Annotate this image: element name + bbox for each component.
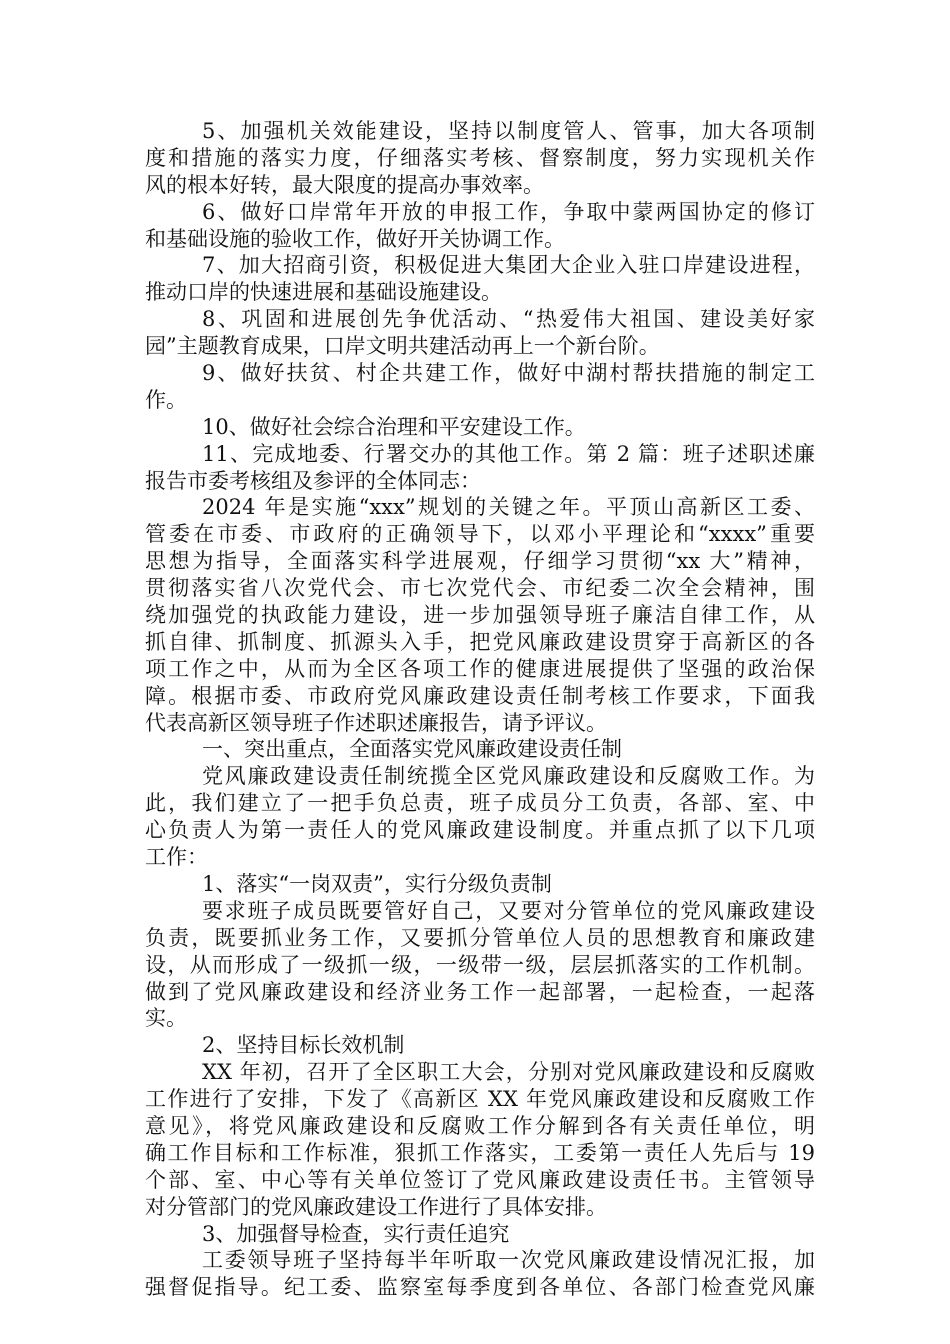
text-line: 9、做好扶贫、村企共建工作，做好中湖村帮扶措施的制定工 — [202, 361, 815, 386]
text-line: 3、加强督导检查，实行责任追究 — [202, 1221, 510, 1246]
text-line: 确工作目标和工作标准，狠抓工作落实，工委第一责任人先后与 19 — [145, 1140, 815, 1165]
text-line: 2024 年是实施“xxx”规划的关键之年。平顶山高新区工委、 — [202, 495, 815, 520]
text-line: 推动口岸的快速进展和基础设施建设。 — [145, 280, 502, 305]
text-line: 负责，既要抓业务工作，又要抓分管单位人员的思想教育和廉政建 — [145, 925, 815, 950]
text-line: 强督促指导。纪工委、监察室每季度到各单位、各部门检查党风廉 — [145, 1275, 815, 1300]
text-line: 1、落实“一岗双责”，实行分级负责制 — [202, 871, 552, 896]
text-line: 5、加强机关效能建设，坚持以制度管人、管事，加大各项制 — [202, 119, 815, 143]
text-line: 报告市委考核组及参评的全体同志： — [145, 468, 481, 493]
text-line: 工作进行了安排，下发了《高新区 XX 年党风廉政建设和反腐败工作 — [145, 1087, 815, 1112]
text-line: 风的根本好转，最大限度的提高办事效率。 — [145, 172, 544, 197]
text-line: 贯彻落实省八次党代会、市七次党代会、市纪委二次全会精神，围 — [145, 576, 815, 601]
text-line: 此，我们建立了一把手负总责，班子成员分工负责，各部、室、中 — [145, 791, 815, 816]
text-line: 思想为指导，全面落实科学进展观，仔细学习贯彻“xx 大”精神， — [145, 549, 815, 574]
text-line: 障。根据市委、市政府党风廉政建设责任制考核工作要求，下面我 — [145, 683, 815, 708]
text-line: 11、完成地委、行署交办的其他工作。第 2 篇：班子述职述廉 — [202, 441, 815, 466]
text-line: XX 年初，召开了全区职工大会，分别对党风廉政建设和反腐败 — [202, 1060, 815, 1085]
text-line: 管委在市委、市政府的正确领导下，以邓小平理论和“xxxx”重要 — [145, 522, 815, 547]
text-line: 一、突出重点，全面落实党风廉政建设责任制 — [202, 737, 622, 762]
text-line: 10、做好社会综合治理和平安建设工作。 — [202, 414, 586, 439]
text-line: 党风廉政建设责任制统揽全区党风廉政建设和反腐败工作。为 — [202, 764, 815, 789]
text-line: 个部、室、中心等有关单位签订了党风廉政建设责任书。主管领导 — [145, 1167, 815, 1192]
text-line: 园”主题教育成果，口岸文明共建活动再上一个新台阶。 — [145, 334, 660, 359]
text-line: 8、巩固和进展创先争优活动、“热爱伟大祖国、建设美好家 — [202, 307, 815, 332]
text-line: 要求班子成员既要管好自己，又要对分管单位的党风廉政建设 — [202, 898, 815, 923]
text-line: 设，从而形成了一级抓一级，一级带一级，层层抓落实的工作机制。 — [145, 952, 815, 977]
text-line: 意见》，将党风廉政建设和反腐败工作分解到各有关责任单位，明 — [145, 1113, 815, 1138]
text-line: 代表高新区领导班子作述职述廉报告，请予评议。 — [145, 710, 607, 735]
text-line: 对分管部门的党风廉政建设工作进行了具体安排。 — [145, 1194, 607, 1219]
text-line: 绕加强党的执政能力建设，进一步加强领导班子廉洁自律工作，从 — [145, 603, 815, 628]
text-line: 7、加大招商引资，积极促进大集团大企业入驻口岸建设进程， — [202, 253, 815, 278]
text-line: 度和措施的落实力度，仔细落实考核、督察制度，努力实现机关作 — [145, 145, 815, 170]
text-line: 6、做好口岸常年开放的申报工作，争取中蒙两国协定的修订 — [202, 199, 815, 224]
text-line: 心负责人为第一责任人的党风廉政建设制度。并重点抓了以下几项 — [145, 818, 815, 843]
text-line: 作。 — [145, 387, 187, 412]
text-line: 实。 — [145, 1006, 187, 1031]
text-line: 工作： — [145, 845, 208, 870]
text-line: 抓自律、抓制度、抓源头入手，把党风廉政建设贯穿于高新区的各 — [145, 629, 815, 654]
text-line: 项工作之中，从而为全区各项工作的健康进展提供了坚强的政治保 — [145, 656, 815, 681]
text-line: 工委领导班子坚持每半年听取一次党风廉政建设情况汇报，加 — [202, 1248, 815, 1273]
text-line: 和基础设施的验收工作，做好开关协调工作。 — [145, 226, 565, 251]
document-page — [145, 118, 815, 1301]
text-line: 做到了党风廉政建设和经济业务工作一起部署，一起检查，一起落 — [145, 979, 815, 1004]
text-line: 2、坚持目标长效机制 — [202, 1033, 405, 1058]
